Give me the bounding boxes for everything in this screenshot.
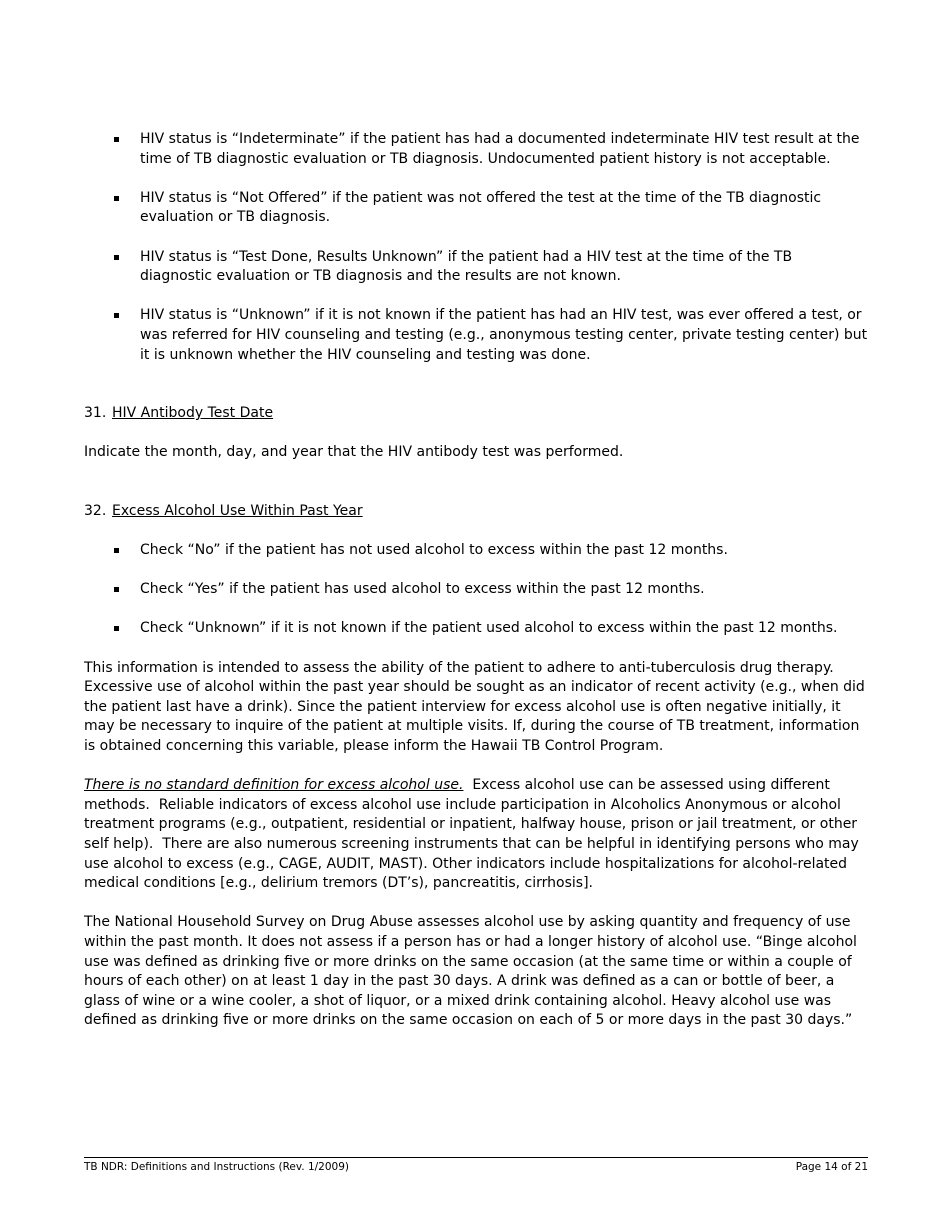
bullet-square-icon: [114, 313, 119, 318]
list-item: Check “Yes” if the patient has used alcohol to excess within the past 12 months.: [84, 580, 868, 600]
section-31-heading: 31. HIV Antibody Test Date: [84, 405, 274, 422]
list-item: HIV status is “Not Offered” if the patient was not offered the test at the time of the TB diagnostic evaluation or TB diagnosis.: [84, 189, 868, 228]
list-item: HIV status is “Test Done, Results Unknown” if the patient had a HIV test at the time of the TB diagnostic evaluation or TB diagnosis and the results are not known.: [84, 248, 868, 287]
footer-page-number: Page 14 of 21: [795, 1161, 868, 1173]
alcohol-check-list: [84, 541, 868, 639]
page-footer: [84, 1157, 868, 1174]
bullet-square-icon: [114, 255, 119, 260]
definition-lead: There is no standard definition for excess alcohol use.: [84, 777, 464, 794]
bullet-square-icon: [114, 587, 119, 592]
bullet-square-icon: [114, 626, 119, 631]
paragraph-definition: There is no standard definition for excess alcohol use. Excess alcohol use can be assessed using different methods. Reliable indicators of excess alcohol use include participation in Alcoholics Anonymous or alcohol treatment programs (e.g., outpatient, residential or inpatient, halfway house, prison or jail treatment, or other self help). There are also numerous screening instruments that can be helpful in identifying persons who may use alcohol to excess (e.g., CAGE, AUDIT, MAST). Other indicators include hospitalizations for alcohol-related medical conditions [e.g., delirium tremors (DT’s), pancreatitis, cirrhosis].: [84, 777, 864, 892]
list-item: HIV status is “Indeterminate” if the patient has had a documented indeterminate HIV test result at the time of TB diagnostic evaluation or TB diagnosis. Undocumented patient history is not acceptable.: [84, 130, 868, 169]
bullet-square-icon: [114, 137, 119, 142]
section-32-heading: 32. Excess Alcohol Use Within Past Year: [84, 502, 363, 519]
paragraph-survey: The National Household Survey on Drug Abuse assesses alcohol use by asking quantity and frequency of use within the past month. It does not assess if a person has or had a longer history of alcohol use. “Binge alcohol use was defined as drinking five or more drinks on the same occasion (at the same time or within a couple of hours of each other) on at least 1 day in the past 30 days. A drink was defined as a can or bottle of beer, a glass of wine or a wine cooler, a shot of liquor, or a mixed drink containing alcohol. Heavy alcohol use was defined as drinking five or more drinks on the same occasion on each of 5 or more days in the past 30 days.”: [84, 914, 857, 1029]
bullet-square-icon: [114, 196, 119, 201]
list-item: Check “Unknown” if it is not known if the patient used alcohol to excess within the past 12 months.: [84, 619, 868, 639]
bullet-square-icon: [114, 548, 119, 553]
list-item: HIV status is “Unknown” if it is not known if the patient has had an HIV test, was ever offered a test, or was referred for HIV counseling and testing (e.g., anonymous testing center, private testing center) but it is unknown whether the HIV counseling and testing was done.: [84, 306, 868, 365]
paragraph-assessment: This information is intended to assess the ability of the patient to adhere to anti-tuberculosis drug therapy. Excessive use of alcohol within the past year should be sought as an indicator of recent activity (e.g., when did the patient last have a drink). Since the patient interview for excess alcohol use is often negative initially, it may be necessary to inquire of the patient at multiple visits. If, during the course of TB treatment, information is obtained concerning this variable, please inform the Hawaii TB Control Program.: [84, 659, 865, 755]
hiv-status-list: [84, 130, 868, 365]
footer-document-title: TB NDR: Definitions and Instructions (Rev. 1/2009): [84, 1161, 349, 1173]
document-page: [84, 130, 868, 1031]
section-31-text: Indicate the month, day, and year that the HIV antibody test was performed.: [84, 444, 624, 461]
list-item: Check “No” if the patient has not used alcohol to excess within the past 12 months.: [84, 541, 868, 561]
